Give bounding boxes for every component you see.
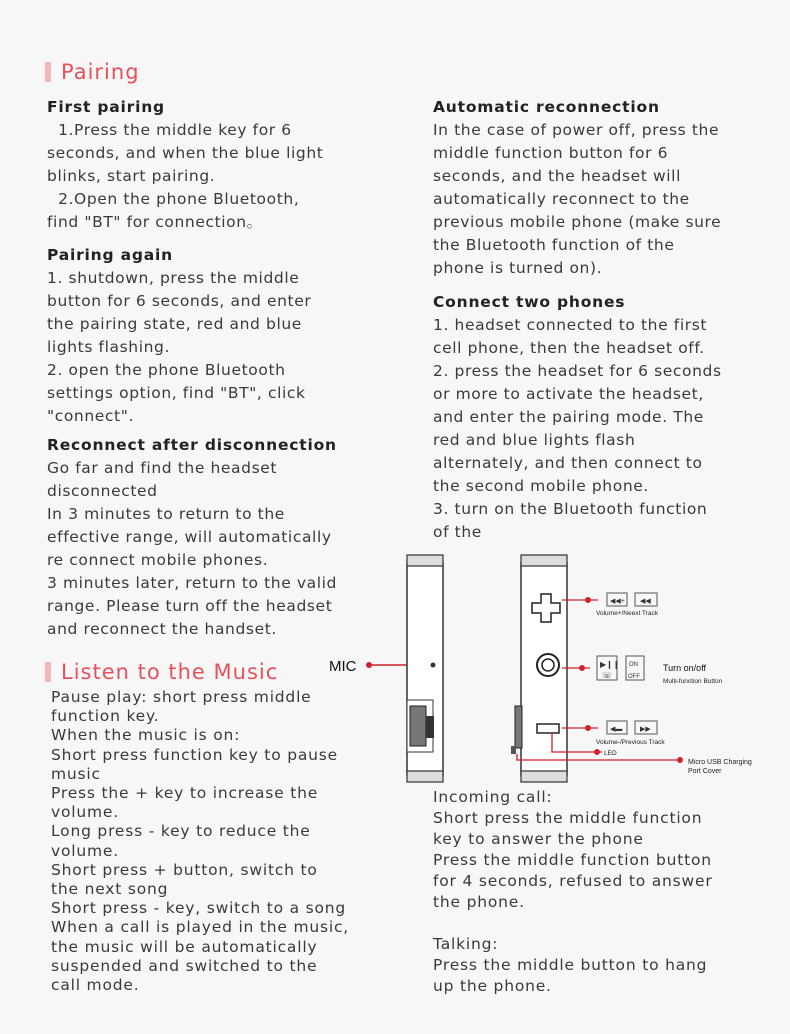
section-marker [45,62,51,82]
reconnect-heading: Reconnect after disconnection [47,436,337,454]
music-block [51,688,381,995]
text-line: Short press - key, switch to a song [51,899,347,918]
text-line: 3. turn on the Bluetooth function [433,500,708,518]
text-line: and reconnect the handset. [47,620,277,638]
text-line: the pairing state, red and blue [47,315,302,333]
multi-function-label: Multi-function Button [663,678,723,685]
section-marker [45,662,51,682]
next-track-icon: ◀◀+ [610,598,625,605]
auto-reconnect-block [433,96,783,280]
text-line: 2. press the headset for 6 seconds [433,362,722,380]
power-button-shape [537,654,559,676]
text-line: Talking: [433,935,499,953]
calls-block [433,787,773,997]
text-line: Long press - key to reduce the [51,822,311,841]
reconnect-block [47,434,417,641]
text-line: Short press + button, switch to [51,860,318,879]
led-label: LED [604,750,617,757]
text-line: blinks, start pairing. [47,167,216,185]
volume-up-label: Volume+/Neext Track [596,610,658,617]
text-line: disconnected [47,482,158,500]
text-line: music [51,764,101,783]
text-line: up the phone. [433,977,552,995]
track-icons [597,593,657,734]
text-line: cell phone, then the headset off. [433,339,705,357]
off-label: OFF [628,674,640,680]
text-line: lights flashing. [47,338,171,356]
text-line: re connect mobile phones. [47,551,269,569]
pairing-title: Pairing [61,60,140,84]
play-pause-icon: ▶❙❙ [600,660,620,669]
mic-hole [431,663,436,668]
text-line: Short press function key to pause [51,745,338,764]
text-line: Incoming call: [433,788,553,806]
minus-button-shape [537,724,559,733]
text-line: "connect". [47,407,134,425]
text-line: 3 minutes later, return to the valid [47,574,337,592]
text-line: 2. open the phone Bluetooth [47,361,286,379]
text-line: or more to activate the headset, [433,385,704,403]
text-line: the Bluetooth function of the [433,236,675,254]
forward-icon: ▶▶ [640,726,651,733]
text-line: for 4 seconds, refused to answer [433,872,713,890]
text-line: call mode. [51,976,140,995]
on-label: ON [629,662,638,668]
text-line: settings option, find "BT", click [47,384,306,402]
call-icon: ☏ [602,671,613,680]
callouts [517,598,682,763]
text-line: find "BT" for connection。 [47,213,263,231]
text-line: In the case of power off, press the [433,121,720,139]
first-pairing-block [47,96,407,234]
text-line: button for 6 seconds, and enter [47,292,312,310]
text-line: 2.Open the phone Bluetooth, [47,190,300,208]
mic-pointer-dot [366,662,372,668]
pairing-section-header [45,60,140,84]
text-line: of the [433,523,482,541]
music-title: Listen to the Music [61,660,279,684]
text-line: suspended and switched to the [51,956,318,975]
text-line: function key. [51,707,160,726]
auto-reconnect-heading: Automatic reconnection [433,98,660,116]
text-line: automatically reconnect to the [433,190,690,208]
vol-down-icon: ◀▬ [610,726,623,733]
device-front-view [511,555,567,782]
two-phones-block [433,291,783,544]
text-line: Press the + key to increase the [51,784,319,803]
text-line: volume. [51,841,119,860]
first-pairing-heading: First pairing [47,98,165,116]
text-line: and enter the pairing mode. The [433,408,704,426]
micro-usb-label: Micro USB Charging [688,759,752,766]
music-section-header [45,660,278,684]
text-line: Press the middle function button [433,851,712,869]
mic-label: MIC [329,658,357,675]
text-line: key to answer the phone [433,830,644,848]
text-line: seconds, and when the blue light [47,144,324,162]
pairing-again-heading: Pairing again [47,246,173,264]
prev-icon: ◀◀ [640,598,651,605]
text-line: red and blue lights flash [433,431,636,449]
two-phones-heading: Connect two phones [433,293,626,311]
turn-on-off-label: Turn on/off [663,663,707,673]
text-line: volume. [51,803,119,822]
text-line: the second mobile phone. [433,477,649,495]
text-line: the music will be automatically [51,937,318,956]
text-line: middle function button for 6 [433,144,669,162]
text-line: Go far and find the headset [47,459,278,477]
text-line: Short press the middle function [433,809,703,827]
text-line: In 3 minutes to return to the [47,505,285,523]
text-line: seconds, and the headset will [433,167,681,185]
text-line: 1. headset connected to the first [433,316,708,334]
text-line: previous mobile phone (make sure [433,213,722,231]
text-line: range. Please turn off the headset [47,597,333,615]
port-cover-label: Port Cover [688,768,722,775]
text-line: phone is turned on). [433,259,603,277]
text-line: Press the middle button to hang [433,956,708,974]
spacer [433,913,773,934]
pairing-again-block [47,244,407,428]
text-line: When the music is on: [51,726,241,745]
text-line: the next song [51,880,169,899]
text-line: 1. shutdown, press the middle [47,269,300,287]
text-line: alternately, and then connect to [433,454,703,472]
volume-down-label: Volume-/Previous Track [596,739,665,746]
text-line: When a call is played in the music, [51,918,350,937]
text-line: Pause play: short press middle [51,688,312,706]
text-line: the phone. [433,893,525,911]
plus-button-shape [532,594,560,622]
text-line: 1.Press the middle key for 6 [47,121,292,139]
text-line: effective range, will automatically [47,528,332,546]
